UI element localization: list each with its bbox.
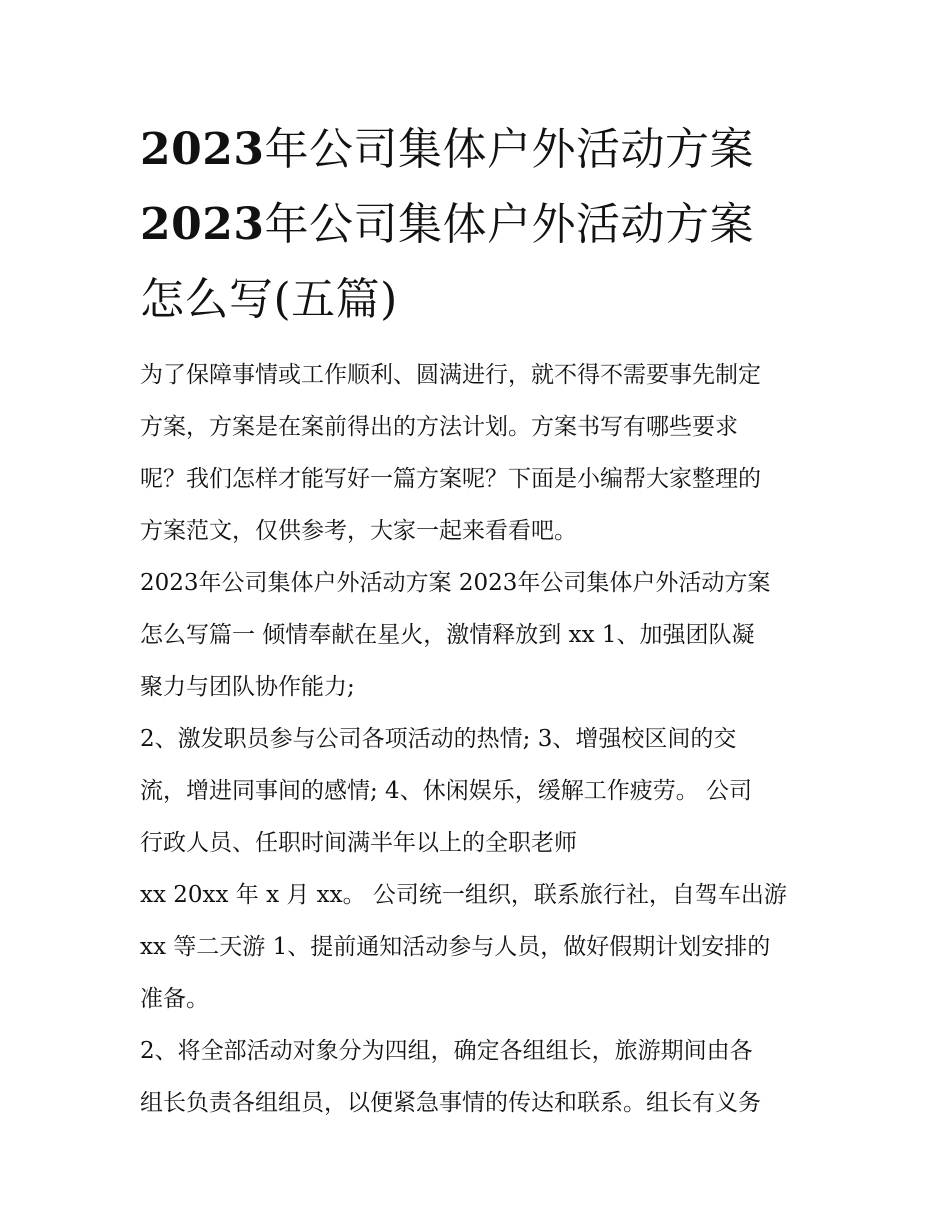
intro-paragraph [140, 349, 820, 557]
body-paragraph [140, 557, 820, 713]
text-line: 2023年公司集体户外活动方案 2023年公司集体户外活动方案 [140, 570, 771, 596]
text-line: 2、将全部活动对象分为四组，确定各组组长，旅游期间由各 [140, 1038, 753, 1064]
document-title [140, 112, 820, 337]
body-paragraph [140, 713, 820, 869]
title-text: 怎么写(五篇) [140, 274, 398, 325]
text-line: xx 20xx 年 x 月 xx。 公司统一组织，联系旅行社，自驾车出游 [140, 882, 787, 908]
title-line-2 [140, 187, 820, 262]
title-text: 年公司集体户外活动方案 [264, 199, 754, 250]
document-page [140, 112, 820, 1129]
title-year: 2023 [140, 124, 265, 175]
title-text: 年公司集体户外活动方案 [264, 124, 754, 175]
text-line: 方案范文，仅供参考，大家一起来看看吧。 [140, 518, 577, 544]
text-line: 呢？我们怎样才能写好一篇方案呢？下面是小编帮大家整理的 [140, 466, 761, 492]
text-line: 准备。 [140, 986, 209, 1012]
text-line: 怎么写篇一 倾情奉献在星火，激情释放到 xx 1、加强团队凝 [140, 622, 755, 648]
text-line: 为了保障事情或工作顺利、圆满进行，就不得不需要事先制定 [140, 362, 761, 388]
text-line: 2、激发职员参与公司各项活动的热情; 3、增强校区间的交 [140, 726, 737, 752]
title-line-3 [140, 262, 820, 337]
body-paragraph [140, 1025, 820, 1129]
text-line: 组长负责各组组员，以便紧急事情的传达和联系。组长有义务 [140, 1090, 761, 1116]
title-line-1 [140, 112, 820, 187]
title-year: 2023 [140, 199, 265, 250]
text-line: 流，增进同事间的感情; 4、休闲娱乐，缓解工作疲劳。 公司 [140, 778, 753, 804]
text-line: 聚力与团队协作能力; [140, 674, 355, 700]
body-paragraph [140, 869, 820, 1025]
text-line: 方案，方案是在案前得出的方法计划。方案书写有哪些要求 [140, 414, 738, 440]
text-line: xx 等二天游 1、提前通知活动参与人员，做好假期计划安排的 [140, 934, 771, 960]
text-line: 行政人员、任职时间满半年以上的全职老师 [140, 830, 577, 856]
